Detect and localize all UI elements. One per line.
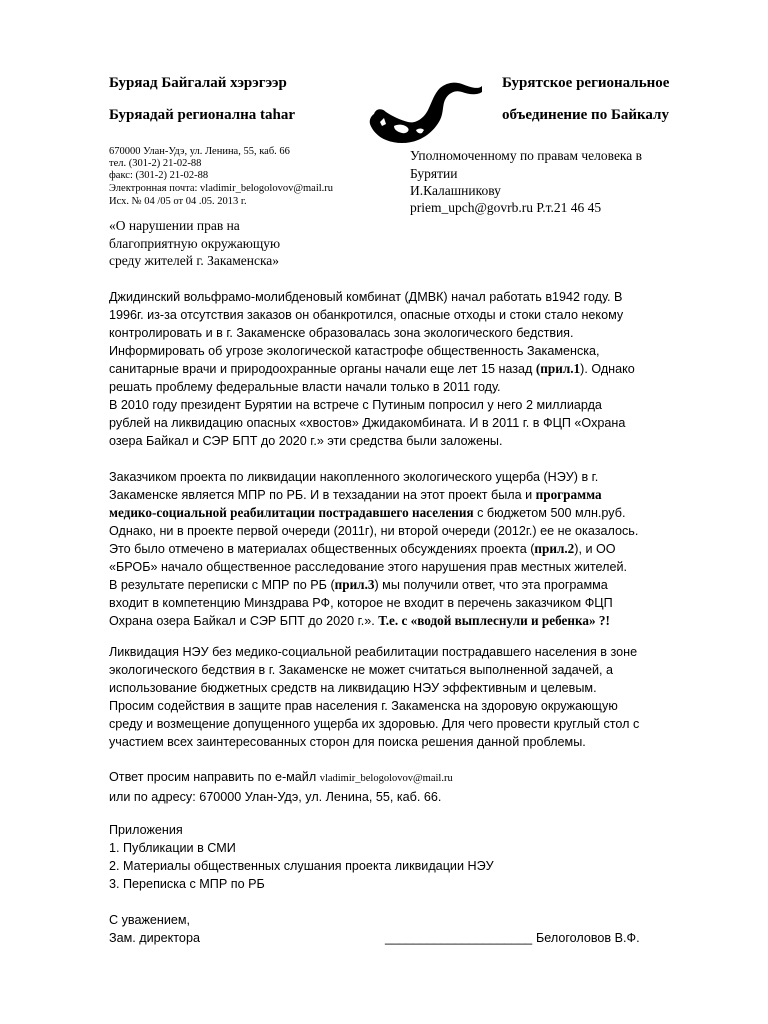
org-name-buryat-2: Буряадай регионална tahar xyxy=(109,107,296,123)
body-text: ). Однако xyxy=(580,362,635,376)
body-line xyxy=(109,612,719,630)
conclusion-bold: Т.е. с «водой выплеснули и ребенка» ?! xyxy=(378,613,610,628)
body-line: рублей на ликвидацию опасных «хвостов» Джидакомбината. И в 2011 г. в ФЦП «Охрана xyxy=(109,416,626,430)
program-title-bold: медико-социальной реабилитации пострадавшего населения xyxy=(109,505,474,520)
body-line: экологического бедствия в г. Закаменске не может считаться выполненной задачей, а xyxy=(109,663,614,677)
sender-address: 670000 Улан-Удэ, ул. Ленина, 55, каб. 66 xyxy=(109,146,290,157)
body-line: Заказчиком проекта по ликвидации накопленного экологического ущерба (НЭУ) в г. xyxy=(109,470,599,484)
body-text: ) мы получили ответ, что эта программа xyxy=(374,578,608,592)
body-line: входит в компетенцию Минздрава РФ, которое не входит в перечень заказчиком ФЦП xyxy=(109,596,613,610)
body-line: озера Байкал и СЭР БПТ до 2020 г.» эти средства были заложены. xyxy=(109,434,503,448)
body-text: В результате переписки с МПР по РБ ( xyxy=(109,578,335,592)
sender-tel: тел. (301-2) 21-02-88 xyxy=(109,158,202,169)
sender-fax: факс: (301-2) 21-02-88 xyxy=(109,170,209,181)
body-line: Информировать об угрозе экологической катастрофе общественность Закаменска, xyxy=(109,344,600,358)
body-line xyxy=(109,576,719,594)
subject-line-3: среду жителей г. Закаменска» xyxy=(109,253,280,268)
body-line: решать проблему федеральные власти начали только в 2011 году. xyxy=(109,380,501,394)
body-text: Охрана озера Байкал и СЭР БПТ до 2020 г.». xyxy=(109,614,379,628)
body-text: Ответ просим направить по е-майл xyxy=(109,770,320,784)
body-line: контролировать и в г. Закаменске образовалась зона экологического бедствия. xyxy=(109,326,574,340)
body-line: «БРОБ» начало общественное расследование этого нарушения прав местных жителей. xyxy=(109,560,627,574)
body-text: Закаменске является МПР по РБ. И в техзадании на этот проект была и xyxy=(109,488,536,502)
signature-line: _____________________ xyxy=(385,931,533,945)
attachments-title: Приложения xyxy=(109,823,183,837)
body-line: Ликвидация НЭУ без медико-социальной реабилитации пострадавшего населения в зоне xyxy=(109,645,638,659)
outgoing-number: Исх. № 04 /05 от 04 .05. 2013 г. xyxy=(109,196,247,207)
buryatia-map-icon xyxy=(366,78,484,148)
paragraph-customer xyxy=(109,468,719,630)
paragraph-request xyxy=(109,697,719,751)
subject-line-1: «О нарушении прав на xyxy=(109,218,240,233)
org-name-buryat-1: Буряад Байгалай хэрэгээр xyxy=(109,75,287,91)
body-text: ), и ОО xyxy=(574,542,616,556)
attachment-item: 3. Переписка с МПР по РБ xyxy=(109,877,265,891)
attachments-list xyxy=(109,821,719,893)
body-line: 1996г. из-за отсутствия заказов он обанкротился, опасные отходы и стоки стало некому xyxy=(109,308,624,322)
body-line: В 2010 году президент Бурятии на встрече с Путиным попросил у него 2 миллиарда xyxy=(109,398,602,412)
body-line: использование бюджетных средств на ликвидацию НЭУ эффективным и целевым. xyxy=(109,681,597,695)
attachment-ref-2: прил.2 xyxy=(534,541,575,556)
body-line: Просим содействия в защите прав населения г. Закаменска на здоровую окружающую xyxy=(109,699,618,713)
paragraph-funding xyxy=(109,396,719,450)
body-line: Однако, ни в проекте первой очереди (2011г), ни второй очереди (2012г.) ее не оказалось. xyxy=(109,524,639,538)
body-line: Джидинский вольфрамо-молибденовый комбинат (ДМВК) начал работать в1942 году. В xyxy=(109,290,623,304)
signer-title: Зам. директора xyxy=(109,931,200,945)
recipient-line-4: priem_upch@govrb.ru Р.т.21 46 45 xyxy=(410,200,602,215)
reply-email: vladimir_belogolovov@mail.ru xyxy=(319,773,453,784)
reply-instructions xyxy=(109,768,719,806)
attachment-ref-3: прил.3 xyxy=(334,577,375,592)
program-bold: программа xyxy=(535,487,602,502)
recipient-line-1: Уполномоченному по правам человека в xyxy=(410,148,643,163)
body-line xyxy=(109,360,719,378)
signer-name: Белоголовов В.Ф. xyxy=(536,931,640,945)
paragraph-history xyxy=(109,288,719,342)
body-line xyxy=(109,486,719,504)
org-name-russian-1: Бурятское региональное xyxy=(502,75,670,91)
body-line: участием всех заинтересованных сторон для поиска решения данной проблемы. xyxy=(109,735,586,749)
subject-line-2: благоприятную окружающую xyxy=(109,236,281,251)
attachment-item: 2. Материалы общественных слушания проекта ликвидации НЭУ xyxy=(109,859,494,873)
paragraph-warnings xyxy=(109,342,719,396)
body-text: санитарные врачи и природоохранные органы начали еще лет 15 назад xyxy=(109,362,536,376)
body-line xyxy=(109,540,719,558)
attachment-ref-1: (прил.1 xyxy=(535,361,581,376)
body-text: Это было отмечено в материалах общественных обсуждениях проекта ( xyxy=(109,542,535,556)
attachment-item: 1. Публикации в СМИ xyxy=(109,841,236,855)
sender-email: Электронная почта: vladimir_belogolovov@mail.ru xyxy=(109,183,334,194)
buryatia-map-logo xyxy=(366,78,484,148)
recipient-line-3: И.Калашникову xyxy=(410,183,501,198)
recipient-line-2: Бурятии xyxy=(410,166,458,181)
paragraph-liquidation xyxy=(109,643,719,697)
org-name-russian-2: объединение по Байкалу xyxy=(502,107,669,123)
body-line xyxy=(109,768,719,788)
body-line xyxy=(109,504,719,522)
closing-text: С уважением, xyxy=(109,913,191,927)
body-text: с бюджетом 500 млн.руб. xyxy=(473,506,626,520)
body-line: или по адресу: 670000 Улан-Удэ, ул. Ленина, 55, каб. 66. xyxy=(109,790,442,804)
body-line: среду и возмещение допущенного ущерба их здоровью. Для чего провести круглый стол с xyxy=(109,717,640,731)
